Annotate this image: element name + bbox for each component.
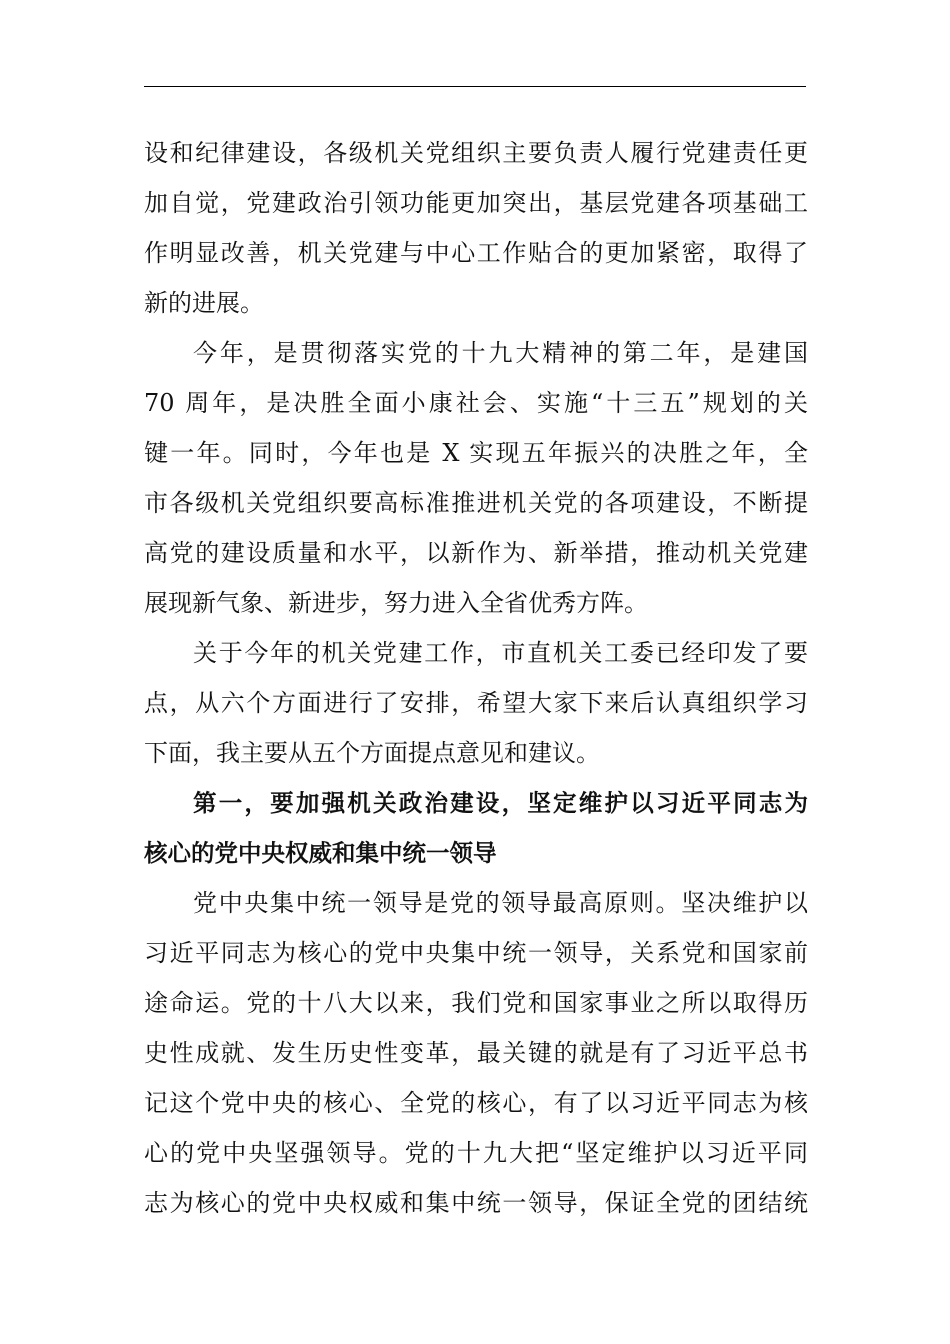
text-line: 设和纪律建设，各级机关党组织主要负责人履行党建责任更 (144, 139, 808, 167)
text-line: 点，从六个方面进行了安排，希望大家下来后认真组织学习 (144, 689, 808, 717)
text-line: 70 周年，是决胜全面小康社会、实施“十三五”规划的关 (144, 389, 808, 417)
text-line: 途命运。党的十八大以来，我们党和国家事业之所以取得历 (144, 989, 808, 1017)
section-heading (144, 778, 808, 878)
text-line: 下面，我主要从五个方面提点意见和建议。 (144, 739, 600, 767)
text-line: 加自觉，党建政治引领功能更加突出，基层党建各项基础工 (144, 189, 808, 217)
text-line: 记这个党中央的核心、全党的核心，有了以习近平同志为核 (144, 1089, 808, 1117)
text-line: 志为核心的党中央权威和集中统一领导，保证全党的团结统 (144, 1189, 808, 1217)
text-line: 党中央集中统一领导是党的领导最高原则。坚决维护以 (193, 889, 808, 917)
text-line: 高党的建设质量和水平，以新作为、新举措，推动机关党建 (144, 539, 808, 567)
document-body (144, 128, 808, 1228)
text-line: 今年，是贯彻落实党的十九大精神的第二年，是建国 (193, 339, 808, 367)
text-line: 展现新气象、新进步，努力进入全省优秀方阵。 (144, 589, 648, 617)
heading-line: 核心的党中央权威和集中统一领导 (144, 839, 497, 867)
header-rule (144, 86, 806, 87)
text-line: 史性成就、发生历史性变革，最关键的就是有了习近平总书 (144, 1039, 808, 1067)
text-line: 关于今年的机关党建工作，市直机关工委已经印发了要 (193, 639, 808, 667)
text-line: 市各级机关党组织要高标准推进机关党的各项建设，不断提 (144, 489, 808, 517)
text-line: 习近平同志为核心的党中央集中统一领导，关系党和国家前 (144, 939, 808, 967)
paragraph (144, 878, 808, 1228)
text-line: 新的进展。 (144, 289, 264, 317)
paragraph (144, 128, 808, 328)
paragraph (144, 328, 808, 628)
text-line: 心的党中央坚强领导。党的十九大把“坚定维护以习近平同 (144, 1139, 808, 1167)
text-line: 作明显改善，机关党建与中心工作贴合的更加紧密，取得了 (144, 239, 808, 267)
paragraph (144, 628, 808, 778)
text-line: 键一年。同时，今年也是 X 实现五年振兴的决胜之年，全 (144, 439, 808, 467)
heading-line: 第一，要加强机关政治建设，坚定维护以习近平同志为 (193, 789, 808, 817)
